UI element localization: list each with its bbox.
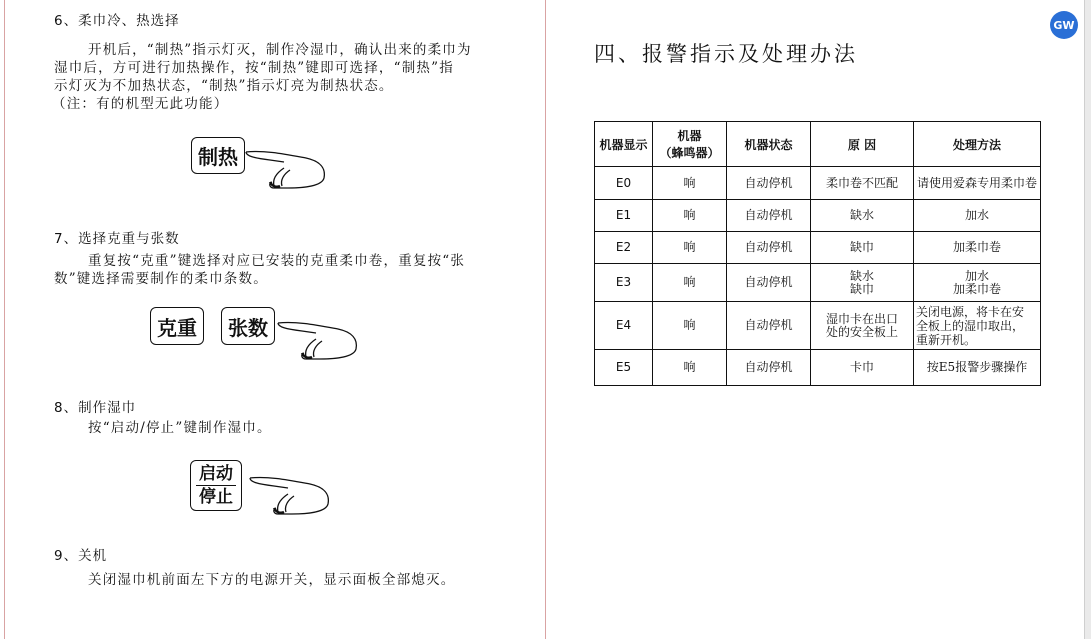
cell-buzzer: 响: [653, 264, 727, 302]
page-divider-line: [545, 0, 546, 639]
cell-method: 关闭电源，将卡在安 全板上的湿巾取出， 重新开机。: [914, 302, 1041, 350]
start-stop-key-illustration: [190, 460, 242, 511]
cell-state: 自动停机: [727, 264, 811, 302]
section-8-line-1: 按“启动/停止”键制作湿巾。: [88, 420, 272, 436]
cell-state: 自动停机: [727, 232, 811, 264]
alarm-table: [594, 121, 1041, 386]
cell-buzzer: 响: [653, 302, 727, 350]
cell-state: 自动停机: [727, 350, 811, 386]
cell-method: 加水: [914, 200, 1041, 232]
section-9-line-1: 关闭湿巾机前面左下方的电源开关，显示面板全部熄灭。: [88, 572, 456, 588]
table-row: [595, 200, 1041, 232]
table-row: [595, 264, 1041, 302]
cell-method: 请使用爱森专用柔巾卷: [914, 167, 1041, 200]
section-7-line-2: 数”键选择需要制作的柔巾条数。: [54, 271, 268, 287]
app-logo-icon[interactable]: GW: [1050, 11, 1078, 39]
header-buzzer-bottom: （蜂鸣器）: [659, 146, 720, 160]
header-buzzer-top: 机器: [677, 129, 702, 143]
section-6-note: （注：有的机型无此功能）: [52, 96, 229, 112]
header-buzzer: [653, 122, 727, 167]
header-display: 机器显示: [595, 122, 653, 167]
table-header-row: [595, 122, 1041, 167]
cell-buzzer: 响: [653, 350, 727, 386]
cell-code: E3: [595, 264, 653, 302]
pointing-hand-icon: [276, 313, 361, 363]
heat-key-illustration: 制热: [191, 137, 245, 174]
key-divider: [196, 485, 236, 486]
cell-cause: 缺水 缺巾: [811, 264, 914, 302]
cell-code: E4: [595, 302, 653, 350]
section-6-line-2: 湿巾后，方可进行加热操作，按“制热”键即可选择，“制热”指: [54, 60, 454, 76]
cell-state: 自动停机: [727, 167, 811, 200]
table-row: [595, 302, 1041, 350]
weight-key-illustration: 克重: [150, 307, 204, 345]
section-7-heading: 7、选择克重与张数: [54, 231, 180, 247]
cell-cause: 缺巾: [811, 232, 914, 264]
cell-code: E5: [595, 350, 653, 386]
table-row: [595, 167, 1041, 200]
section-6-line-3: 示灯灭为不加热状态，“制热”指示灯亮为制热状态。: [54, 78, 394, 94]
stop-key-label: 停止: [199, 487, 233, 508]
cell-buzzer: 响: [653, 232, 727, 264]
pointing-hand-icon: [248, 468, 333, 518]
cell-code: E0: [595, 167, 653, 200]
section-8-heading: 8、制作湿巾: [54, 400, 137, 416]
header-state: 机器状态: [727, 122, 811, 167]
pointing-hand-icon: [244, 142, 329, 192]
cell-method: 加水 加柔巾卷: [914, 264, 1041, 302]
alarm-section-title: 四、报警指示及处理办法: [594, 42, 858, 66]
cell-cause: 湿巾卡在出口 处的安全板上: [811, 302, 914, 350]
cell-buzzer: 响: [653, 200, 727, 232]
vertical-scrollbar[interactable]: [1084, 0, 1091, 639]
table-row: [595, 232, 1041, 264]
cell-cause: 卡巾: [811, 350, 914, 386]
cell-cause: 柔巾卷不匹配: [811, 167, 914, 200]
cell-code: E2: [595, 232, 653, 264]
table-row: [595, 350, 1041, 386]
section-6-heading: 6、柔巾冷、热选择: [54, 13, 180, 29]
cell-buzzer: 响: [653, 167, 727, 200]
left-page: [0, 0, 545, 639]
cell-code: E1: [595, 200, 653, 232]
start-key-label: 启动: [199, 463, 233, 484]
count-key-illustration: 张数: [221, 307, 275, 345]
header-method: 处理方法: [914, 122, 1041, 167]
section-9-heading: 9、关机: [54, 548, 108, 564]
cell-method: 按E5报警步骤操作: [914, 350, 1041, 386]
section-6-line-1: 开机后，“制热”指示灯灭，制作冷湿巾，确认出来的柔巾为: [88, 42, 472, 58]
cell-method: 加柔巾卷: [914, 232, 1041, 264]
section-7-line-1: 重复按“克重”键选择对应已安装的克重柔巾卷，重复按“张: [88, 253, 466, 269]
cell-state: 自动停机: [727, 302, 811, 350]
header-cause: 原 因: [811, 122, 914, 167]
cell-cause: 缺水: [811, 200, 914, 232]
cell-state: 自动停机: [727, 200, 811, 232]
